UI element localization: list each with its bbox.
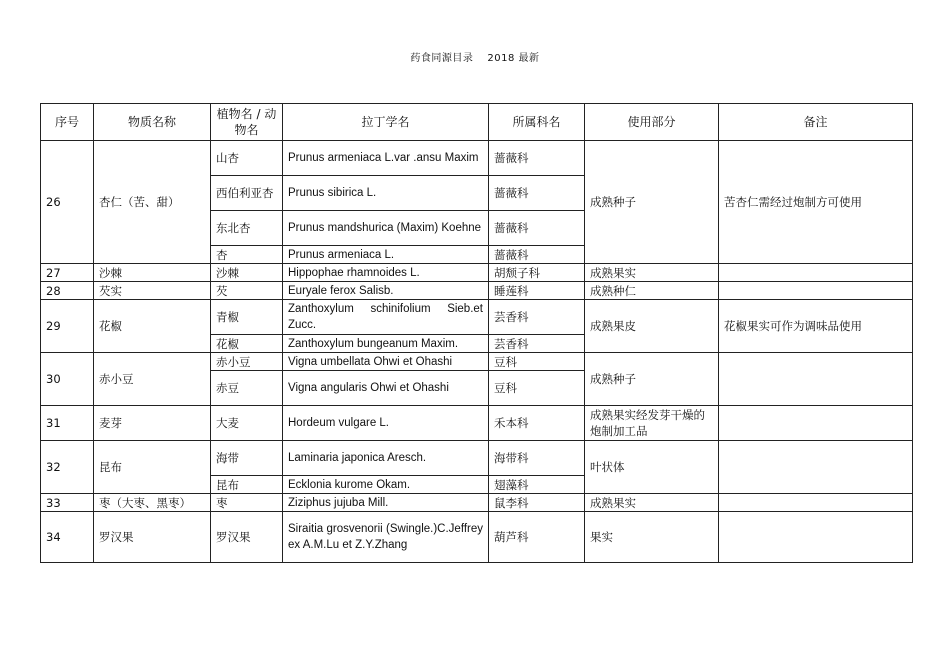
- entry-family: 蔷薇科: [489, 176, 585, 211]
- entry-part: 成熟果实经发芽干燥的炮制加工品: [585, 406, 719, 441]
- entry-plant: 枣: [211, 494, 283, 512]
- entry-plant: 昆布: [211, 476, 283, 494]
- entry-family: 豆科: [489, 353, 585, 371]
- entry-latin: Prunus armeniaca L.: [283, 246, 489, 264]
- entry-part: 果实: [585, 512, 719, 563]
- table-row: [41, 141, 913, 176]
- table-row: [41, 441, 913, 476]
- entry-no: 29: [41, 300, 94, 353]
- entry-no: 28: [41, 282, 94, 300]
- entry-plant: 沙棘: [211, 264, 283, 282]
- entry-latin: Hordeum vulgare L.: [283, 406, 489, 441]
- table-row: [41, 282, 913, 300]
- entry-plant: 青椒: [211, 300, 283, 335]
- entry-note: [719, 406, 913, 441]
- entry-substance: 沙棘: [94, 264, 211, 282]
- table-row: [41, 494, 913, 512]
- entry-latin: Vigna angularis Ohwi et Ohashi: [283, 371, 489, 406]
- entry-part: 成熟种子: [585, 141, 719, 264]
- entry-no: 31: [41, 406, 94, 441]
- entry-substance: 杏仁（苦、甜）: [94, 141, 211, 264]
- column-header-part: 使用部分: [585, 104, 719, 141]
- entry-latin: Ecklonia kurome Okam.: [283, 476, 489, 494]
- entry-plant: 赤小豆: [211, 353, 283, 371]
- entry-note: 花椒果实可作为调味品使用: [719, 300, 913, 353]
- entry-family: 海带科: [489, 441, 585, 476]
- entry-latin: Laminaria japonica Aresch.: [283, 441, 489, 476]
- column-header-latin: 拉丁学名: [283, 104, 489, 141]
- document-header: [0, 49, 950, 64]
- entry-plant: 花椒: [211, 335, 283, 353]
- entry-plant: 罗汉果: [211, 512, 283, 563]
- entry-latin: Euryale ferox Salisb.: [283, 282, 489, 300]
- entry-part: 成熟种子: [585, 353, 719, 406]
- entry-latin: Zanthoxylum bungeanum Maxim.: [283, 335, 489, 353]
- entry-latin: Prunus sibirica L.: [283, 176, 489, 211]
- entry-latin: Hippophae rhamnoides L.: [283, 264, 489, 282]
- entry-part: 成熟果实: [585, 494, 719, 512]
- entry-family: 芸香科: [489, 335, 585, 353]
- column-header-substance: 物质名称: [94, 104, 211, 141]
- entry-note: [719, 282, 913, 300]
- table-row: [41, 406, 913, 441]
- entry-no: 33: [41, 494, 94, 512]
- entry-substance: 枣（大枣、黑枣）: [94, 494, 211, 512]
- entry-latin: Ziziphus jujuba Mill.: [283, 494, 489, 512]
- table-row: [41, 300, 913, 335]
- entry-family: 睡莲科: [489, 282, 585, 300]
- entry-plant: 赤豆: [211, 371, 283, 406]
- entry-note: [719, 264, 913, 282]
- table-row: [41, 512, 913, 563]
- entry-note: [719, 441, 913, 494]
- entry-part: 成熟种仁: [585, 282, 719, 300]
- column-header-plant: 植物名 / 动物名: [211, 104, 283, 141]
- entry-family: 胡颓子科: [489, 264, 585, 282]
- entry-latin: Prunus armeniaca L.var .ansu Maxim: [283, 141, 489, 176]
- document-title: 药食同源目录: [410, 53, 474, 64]
- entry-substance: 罗汉果: [94, 512, 211, 563]
- entry-note: 苦杏仁需经过炮制方可使用: [719, 141, 913, 264]
- entry-substance: 芡实: [94, 282, 211, 300]
- entry-substance: 麦芽: [94, 406, 211, 441]
- entry-family: 蔷薇科: [489, 141, 585, 176]
- entry-substance: 花椒: [94, 300, 211, 353]
- entry-latin: Siraitia grosvenorii (Swingle.)C.Jeffrey ex A.M.Lu et Z.Y.Zhang: [283, 512, 489, 563]
- column-header-note: 备注: [719, 104, 913, 141]
- entry-part: 成熟果实: [585, 264, 719, 282]
- entry-no: 27: [41, 264, 94, 282]
- entry-note: [719, 494, 913, 512]
- entry-family: 豆科: [489, 371, 585, 406]
- entry-no: 26: [41, 141, 94, 264]
- table-header-row: [41, 104, 913, 141]
- entry-part: 叶状体: [585, 441, 719, 494]
- entry-note: [719, 512, 913, 563]
- entry-plant: 海带: [211, 441, 283, 476]
- entry-plant: 山杏: [211, 141, 283, 176]
- entry-family: 禾本科: [489, 406, 585, 441]
- catalog-table: [40, 103, 913, 563]
- entry-family: 葫芦科: [489, 512, 585, 563]
- entry-plant: 西伯利亚杏: [211, 176, 283, 211]
- entry-family: 芸香科: [489, 300, 585, 335]
- entry-family: 翅藻科: [489, 476, 585, 494]
- document-year: 2018 最新: [487, 53, 540, 64]
- table-row: [41, 353, 913, 371]
- entry-plant: 芡: [211, 282, 283, 300]
- column-header-no: 序号: [41, 104, 94, 141]
- entry-family: 蔷薇科: [489, 246, 585, 264]
- entry-plant: 杏: [211, 246, 283, 264]
- entry-substance: 赤小豆: [94, 353, 211, 406]
- entry-latin: Prunus mandshurica (Maxim) Koehne: [283, 211, 489, 246]
- table-row: [41, 264, 913, 282]
- column-header-family: 所属科名: [489, 104, 585, 141]
- entry-plant: 大麦: [211, 406, 283, 441]
- entry-no: 30: [41, 353, 94, 406]
- entry-family: 鼠李科: [489, 494, 585, 512]
- entry-latin: Zanthoxylum schinifolium Sieb.et Zucc.: [283, 300, 489, 335]
- entry-part: 成熟果皮: [585, 300, 719, 353]
- entry-no: 32: [41, 441, 94, 494]
- entry-note: [719, 353, 913, 406]
- entry-no: 34: [41, 512, 94, 563]
- entry-latin: Vigna umbellata Ohwi et Ohashi: [283, 353, 489, 371]
- entry-plant: 东北杏: [211, 211, 283, 246]
- entry-substance: 昆布: [94, 441, 211, 494]
- entry-family: 蔷薇科: [489, 211, 585, 246]
